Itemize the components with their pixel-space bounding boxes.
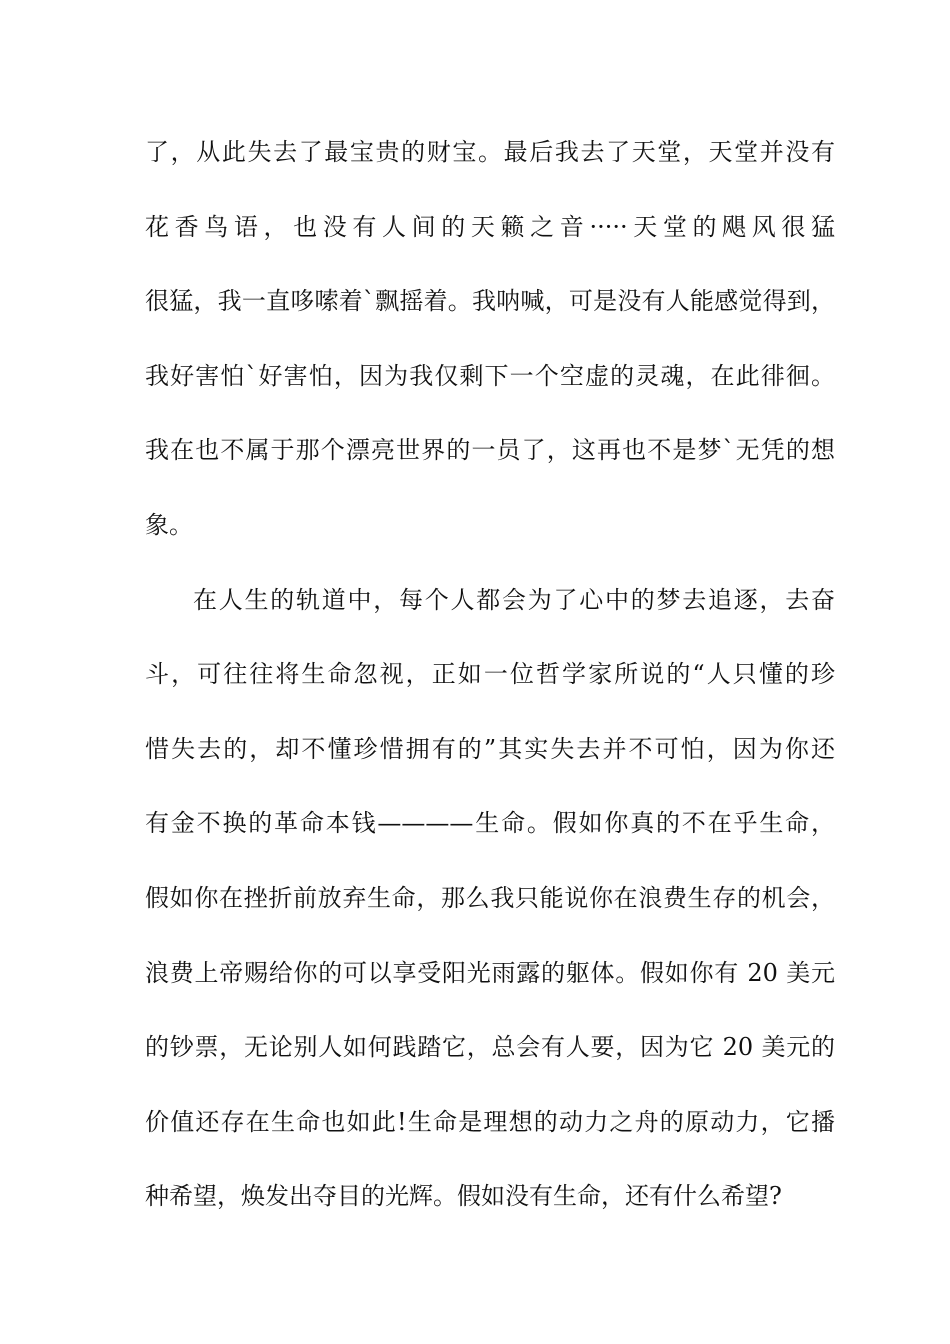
text-line: 斗，可往往将生命忽视，正如一位哲学家所说的“人只懂的珍 bbox=[145, 660, 835, 689]
text-line: 价值还存在生命也如此!生命是理想的动力之舟的原动力，它播 bbox=[145, 1107, 835, 1136]
text-line: 假如你在挫折前放弃生命，那么我只能说你在浪费生存的机会， bbox=[145, 883, 835, 912]
text-line: 惜失去的，却不懂珍惜拥有的”其实失去并不可怕，因为你还 bbox=[145, 734, 835, 763]
text-line: 在人生的轨道中，每个人都会为了心中的梦去追逐，去奋 bbox=[193, 585, 835, 614]
text-line: 花香鸟语，也没有人间的天籁之音·····天堂的飓风很猛 bbox=[145, 212, 835, 241]
text-line: 我好害怕`好害怕，因为我仅剩下一个空虚的灵魂，在此徘徊。 bbox=[145, 361, 835, 390]
text-line: 浪费上帝赐给你的可以享受阳光雨露的躯体。假如你有 20 美元 bbox=[145, 958, 835, 987]
text-line: 了，从此失去了最宝贵的财宝。最后我去了天堂，天堂并没有 bbox=[145, 138, 835, 166]
body-text bbox=[145, 130, 835, 1249]
text-line: 有金不换的革命本钱————生命。假如你真的不在乎生命， bbox=[145, 809, 835, 838]
text-line: 的钞票，无论别人如何践踏它，总会有人要，因为它 20 美元的 bbox=[145, 1033, 835, 1062]
text-line: 种希望，焕发出夺目的光辉。假如没有生命，还有什么希望? bbox=[145, 1182, 782, 1211]
text-line: 很猛，我一直哆嗦着`飘摇着。我呐喊，可是没有人能感觉得到， bbox=[145, 287, 835, 316]
text-line: 象。 bbox=[145, 510, 193, 539]
text-line: 我在也不属于那个漂亮世界的一员了，这再也不是梦`无凭的想 bbox=[145, 436, 835, 465]
